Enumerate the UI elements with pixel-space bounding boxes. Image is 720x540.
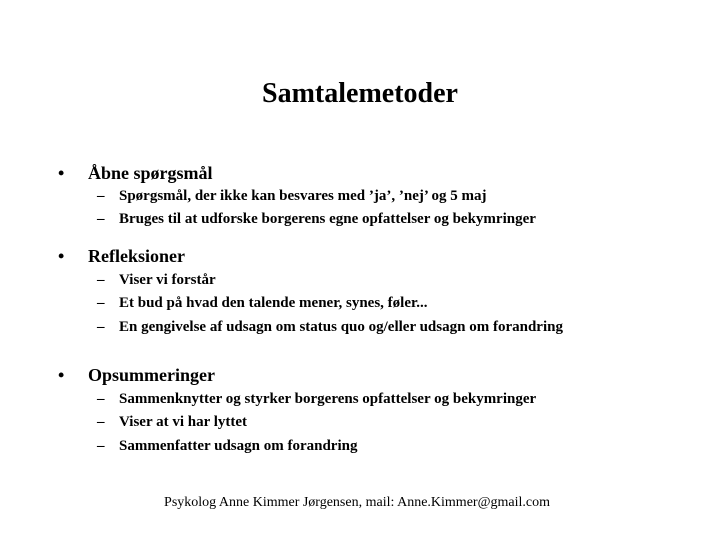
dash-marker: – <box>97 211 105 227</box>
bullet-abne-sporgsmal <box>58 162 213 184</box>
sub-item-text: En gengivelse af udsagn om status quo og/eller udsagn om forandring <box>119 319 563 335</box>
bullet-marker: • <box>58 246 65 266</box>
sub-item <box>97 318 563 337</box>
sub-item <box>97 437 357 456</box>
slide-title: Samtalemetoder <box>262 78 458 109</box>
sub-item <box>97 187 487 206</box>
dash-marker: – <box>97 391 105 407</box>
footer-contact: Psykolog Anne Kimmer Jørgensen, mail: Anne.Kimmer@gmail.com <box>164 495 550 510</box>
sub-item-text: Viser vi forstår <box>119 272 216 288</box>
sub-item-text: Et bud på hvad den talende mener, synes, føler... <box>119 295 428 311</box>
sub-item-text: Sammenknytter og styrker borgerens opfattelser og bekymringer <box>119 391 537 407</box>
sub-item-text: Sammenfatter udsagn om forandring <box>119 438 358 454</box>
bullet-heading: Opsummeringer <box>88 365 215 385</box>
bullet-marker: • <box>58 365 65 385</box>
dash-marker: – <box>97 295 105 311</box>
sub-item <box>97 210 536 229</box>
dash-marker: – <box>97 319 105 335</box>
sub-item-text: Spørgsmål, der ikke kan besvares med ’ja’, ’nej’ og 5 maj <box>119 188 487 204</box>
dash-marker: – <box>97 188 105 204</box>
dash-marker: – <box>97 438 105 454</box>
bullet-refleksioner <box>58 245 185 267</box>
bullet-heading: Refleksioner <box>88 246 185 266</box>
dash-marker: – <box>97 272 105 288</box>
sub-item <box>97 271 216 290</box>
sub-item-text: Bruges til at udforske borgerens egne opfattelser og bekymringer <box>119 211 536 227</box>
sub-item <box>97 294 428 313</box>
bullet-heading: Åbne spørgsmål <box>88 163 213 183</box>
bullet-marker: • <box>58 163 65 183</box>
bullet-opsummeringer <box>58 364 215 386</box>
sub-item <box>97 413 247 432</box>
sub-item <box>97 390 536 409</box>
dash-marker: – <box>97 414 105 430</box>
sub-item-text: Viser at vi har lyttet <box>119 414 248 430</box>
